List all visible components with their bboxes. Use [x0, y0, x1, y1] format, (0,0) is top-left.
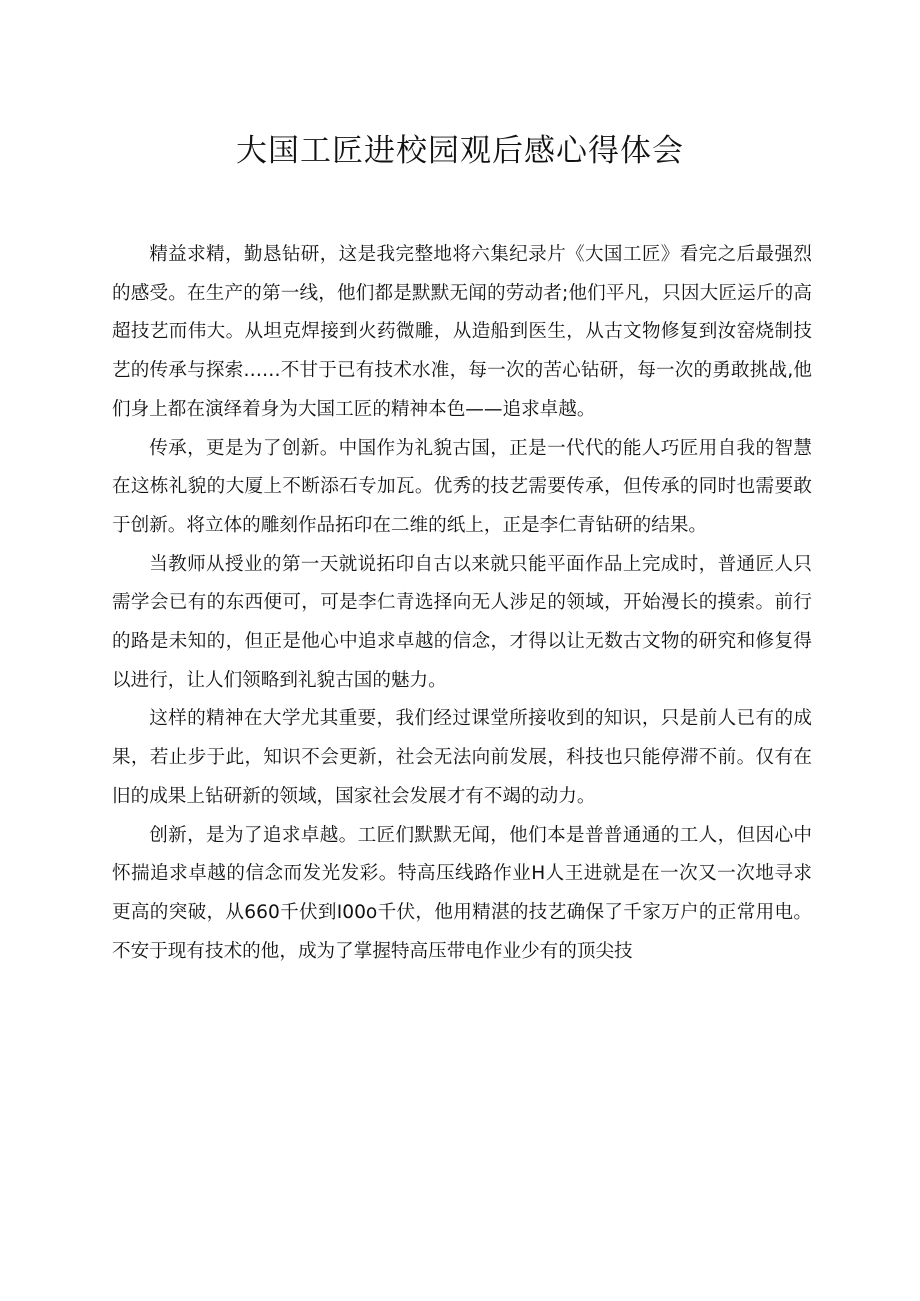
paragraph-5: 创新，是为了追求卓越。工匠们默默无闻，他们本是普普通通的工人，但因心中怀揣追求卓越的信念而发光发彩。特高压线路作业H人王进就是在一次又一次地寻求更高的突破，从660千伏到I00o千伏，他用精湛的技艺确保了千家万户的正常用电。不安于现有技术的他，成为了掌握特高压带电作业少有的顶尖技 — [112, 824, 812, 962]
paragraph-2: 传承，更是为了创新。中国作为礼貌古国，正是一代代的能人巧匠用自我的智慧在这栋礼貌的大厦上不断添石专加瓦。优秀的技艺需要传承，但传承的同时也需要敢于创新。将立体的雕刻作品拓印在二维的纸上，正是李仁青钻研的结果。 — [112, 437, 812, 536]
document-title: 大国工匠进校园观后感心得体会 — [236, 133, 684, 169]
paragraph-4: 这样的精神在大学尤其重要，我们经过课堂所接收到的知识，只是前人已有的成果，若止步于此，知识不会更新，社会无法向前发展，科技也只能停滞不前。仅有在旧的成果上钻研新的领域，国家社会发展才有不竭的动力。 — [112, 708, 812, 807]
paragraph-1: 精益求精，勤恳钻研，这是我完整地将六集纪录片《大国工匠》看完之后最强烈的感受。在生产的第一线，他们都是默默无闻的劳动者;他们平凡，只因大匠运斤的高超技艺而伟大。从坦克焊接到火药微雕，从造船到医生，从古文物修复到汝窑烧制技艺的传承与探索……不甘于已有技术水准，每一次的苦心钻研，每一次的勇敢挑战,他们身上都在演绎着身为大国工匠的精神本色——追求卓越。 — [112, 244, 812, 420]
document-body — [112, 236, 812, 971]
paragraph-3: 当教师从授业的第一天就说拓印自古以来就只能平面作品上完成时，普通匠人只需学会已有的东西便可，可是李仁青选择向无人涉足的领域，开始漫长的摸索。前行的路是未知的，但正是他心中追求卓越的信念，才得以让无数古文物的研究和修复得以进行，让人们领略到礼貌古国的魅力。 — [112, 553, 812, 691]
